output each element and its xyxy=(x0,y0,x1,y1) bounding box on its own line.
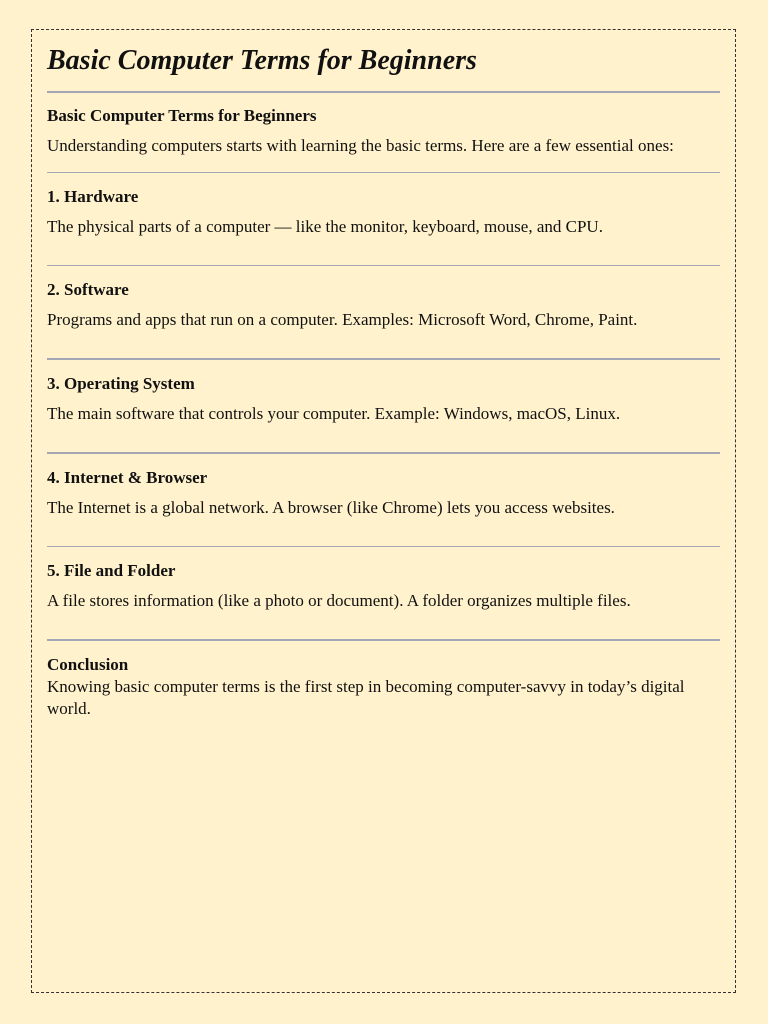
section-heading: 1. Hardware xyxy=(47,187,139,206)
section-heading: 5. File and Folder xyxy=(47,561,176,580)
section-text: Programs and apps that run on a computer. Examples: Microsoft Word, Chrome, Paint. xyxy=(47,310,638,329)
section-internet-browser xyxy=(47,454,720,546)
section-hardware xyxy=(47,173,720,265)
section-text: The Internet is a global network. A browser (like Chrome) lets you access websites. xyxy=(47,498,615,517)
intro-heading: Basic Computer Terms for Beginners xyxy=(47,106,317,125)
conclusion-block xyxy=(47,641,720,720)
intro-text: Understanding computers starts with learning the basic terms. Here are a few essential ones: xyxy=(47,136,674,155)
section-text: The physical parts of a computer — like the monitor, keyboard, mouse, and CPU. xyxy=(47,217,603,236)
section-text: The main software that controls your computer. Example: Windows, macOS, Linux. xyxy=(47,404,621,423)
section-file-folder xyxy=(47,547,720,639)
intro-block xyxy=(47,93,720,172)
section-text: A file stores information (like a photo or document). A folder organizes multiple files. xyxy=(47,591,631,610)
section-heading: 4. Internet & Browser xyxy=(47,468,208,487)
conclusion-heading: Conclusion xyxy=(47,655,129,674)
section-heading: 3. Operating System xyxy=(47,374,195,393)
section-heading: 2. Software xyxy=(47,280,129,299)
section-software xyxy=(47,266,720,358)
page-title: Basic Computer Terms for Beginners xyxy=(47,45,477,76)
document-frame xyxy=(31,29,736,993)
conclusion-text: Knowing basic computer terms is the first step in becoming computer-savvy in today’s digital world. xyxy=(47,677,685,718)
section-operating-system xyxy=(47,360,720,452)
